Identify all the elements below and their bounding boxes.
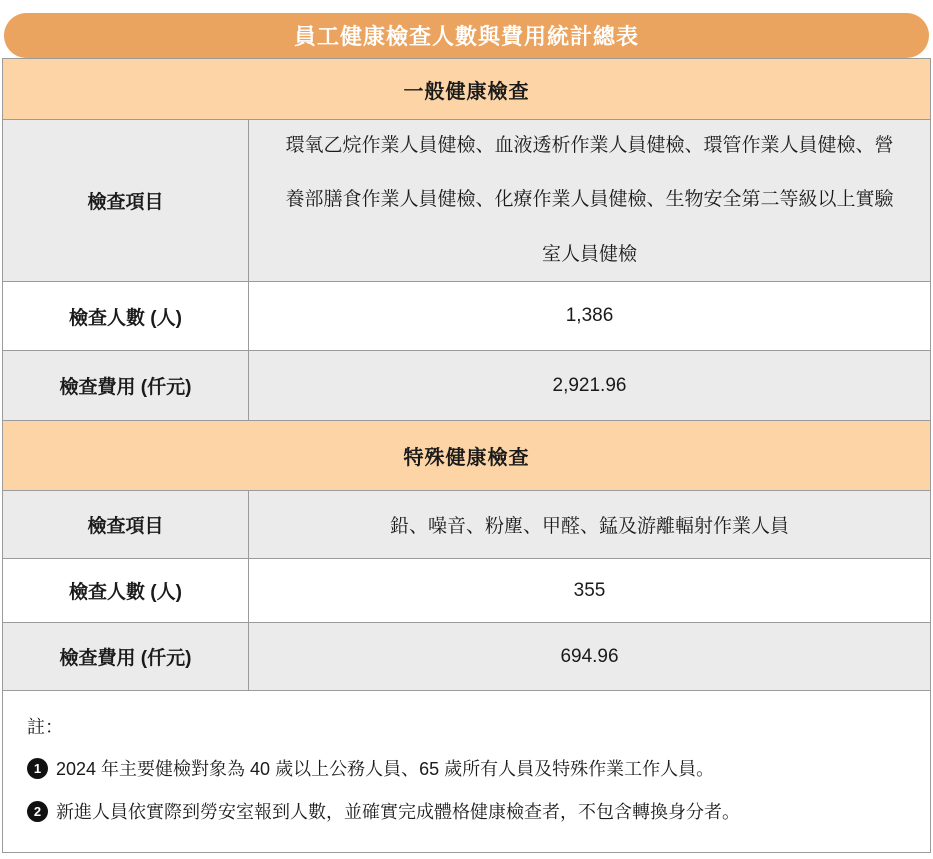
row-label-people-count: 檢查人數 (人) <box>3 282 249 350</box>
row-label-fee: 檢查費用 (仟元) <box>3 623 249 690</box>
notes-heading: 註： <box>27 717 63 737</box>
table-row-special-people <box>3 558 930 622</box>
row-value-people-count: 355 <box>573 579 606 601</box>
row-value-check-items: 環氧乙烷作業人員健檢、血液透析作業人員健檢、環管作業人員健檢、營養部膳食作業人員健檢、化療作業人員健檢、生物安全第二等級以上實驗室人員健檢 <box>285 135 894 265</box>
row-value-fee: 2,921.96 <box>552 374 627 396</box>
note-item-1 <box>27 755 906 781</box>
table-row-general-items <box>3 119 930 281</box>
section-header-general-checkup: 一般健康檢查 <box>3 59 930 119</box>
note-item-2 <box>27 798 906 824</box>
row-label-fee: 檢查費用 (仟元) <box>3 351 249 420</box>
note-bullet-2-icon: 2 <box>27 801 48 822</box>
row-value-fee: 694.96 <box>560 645 619 667</box>
row-label-people-count: 檢查人數 (人) <box>3 559 249 622</box>
note-text-1: 2024 年主要健檢對象為 40 歲以上公務人員、65 歲所有人員及特殊作業工作人員。 <box>56 759 715 779</box>
page-title: 員工健康檢查人數與費用統計總表 <box>293 24 639 49</box>
row-label-check-items: 檢查項目 <box>3 120 249 281</box>
table-row-general-people <box>3 281 930 350</box>
section-header-special-checkup: 特殊健康檢查 <box>3 420 930 490</box>
note-text-2: 新進人員依實際到勞安室報到人數，並確實完成體格健康檢查者，不包含轉換身分者。 <box>56 802 740 822</box>
health-check-stats-table <box>2 58 931 853</box>
note-bullet-1-icon: 1 <box>27 758 48 779</box>
report-title-bar <box>4 13 929 58</box>
row-value-check-items: 鉛、噪音、粉塵、甲醛、錳及游離輻射作業人員 <box>389 516 789 537</box>
row-value-people-count: 1,386 <box>565 305 614 326</box>
notes-section <box>3 690 930 852</box>
row-label-check-items: 檢查項目 <box>3 491 249 558</box>
table-row-general-fee <box>3 350 930 420</box>
table-row-special-items <box>3 490 930 558</box>
table-row-special-fee <box>3 622 930 690</box>
